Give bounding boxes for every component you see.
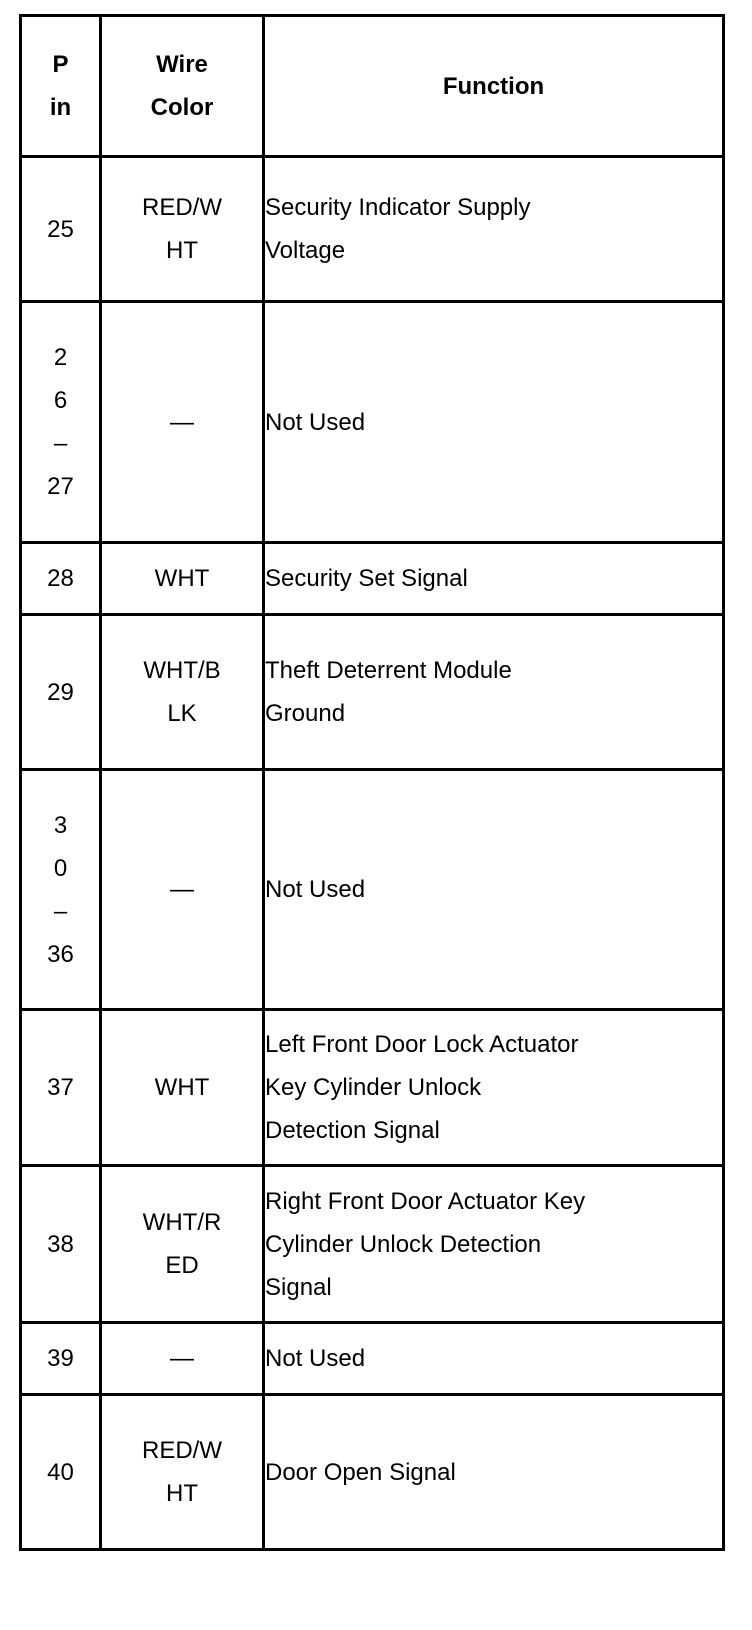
- pin-cell: [21, 770, 101, 1010]
- function-cell-line: Right Front Door Actuator Key: [265, 1187, 586, 1215]
- function-cell-line: Signal: [265, 1273, 332, 1301]
- wire-color-cell-line: WHT/B: [143, 657, 221, 684]
- pin-cell-line: 40: [47, 1458, 74, 1486]
- pin-cell-line: –: [53, 897, 68, 925]
- wire-color-cell-line: HT: [166, 1480, 198, 1507]
- pin-cell-line: 28: [47, 565, 74, 592]
- pin-cell: [21, 615, 101, 770]
- table-body: [21, 157, 724, 1550]
- function-cell-line: Door Open Signal: [265, 1458, 456, 1486]
- pin-cell-line: 38: [47, 1230, 74, 1258]
- function-cell-line: Detection Signal: [265, 1117, 440, 1144]
- wire-color-cell-line: HT: [166, 237, 198, 264]
- wire-color-cell-line: ED: [165, 1252, 199, 1279]
- pin-function-table: [19, 14, 725, 1551]
- pin-cell: [21, 543, 101, 615]
- function-cell: [264, 157, 724, 302]
- pin-cell-line: 29: [47, 678, 74, 706]
- wire-color-cell-line: LK: [167, 700, 197, 727]
- pin-cell-line: 25: [47, 215, 74, 243]
- wire-color-cell-line: WHT: [154, 565, 210, 592]
- wire-color-cell-line: WHT: [154, 1074, 210, 1101]
- table-row: [21, 302, 724, 543]
- table-row: [21, 615, 724, 770]
- wire-color-cell: [101, 302, 264, 543]
- wire-color-cell: [101, 157, 264, 302]
- pin-cell-line: 36: [47, 940, 74, 968]
- pin-cell-line: 0: [53, 854, 68, 882]
- pin-cell-line: 27: [47, 473, 74, 500]
- wire-color-cell-line: —: [170, 1345, 194, 1372]
- function-cell: [264, 1395, 724, 1550]
- table-row: [21, 157, 724, 302]
- function-cell-line: Cylinder Unlock Detection: [265, 1230, 542, 1258]
- pin-cell-line: 6: [53, 387, 68, 414]
- pin-cell: [21, 1010, 101, 1166]
- wire-color-cell: [101, 1323, 264, 1395]
- pin-cell-line: 37: [47, 1074, 74, 1101]
- function-cell: [264, 302, 724, 543]
- wire-color-cell: [101, 543, 264, 615]
- function-cell-line: Not Used: [265, 1345, 366, 1372]
- pin-cell: [21, 1323, 101, 1395]
- header-pin-line2: in: [49, 94, 72, 121]
- function-cell: [264, 1166, 724, 1323]
- function-cell: [264, 615, 724, 770]
- wire-color-cell-line: —: [170, 408, 194, 436]
- table-row: [21, 1323, 724, 1395]
- function-cell: [264, 1323, 724, 1395]
- pin-cell-line: 2: [53, 344, 68, 371]
- function-cell: [264, 770, 724, 1010]
- pin-cell-line: 3: [53, 811, 68, 839]
- function-cell-line: Security Set Signal: [265, 565, 468, 592]
- wire-color-cell: [101, 615, 264, 770]
- table-row: [21, 1395, 724, 1550]
- wire-color-cell-line: RED/W: [142, 1437, 222, 1464]
- header-row: [21, 16, 724, 157]
- function-cell-line: Voltage: [265, 237, 346, 264]
- wire-color-cell: [101, 770, 264, 1010]
- wire-color-cell: [101, 1010, 264, 1166]
- header-wire-color: [101, 16, 264, 157]
- pin-cell: [21, 1395, 101, 1550]
- function-cell: [264, 543, 724, 615]
- wire-color-cell-line: RED/W: [142, 194, 222, 221]
- function-cell-line: Not Used: [265, 876, 366, 903]
- pin-cell-line: 39: [47, 1345, 74, 1372]
- pin-cell: [21, 157, 101, 302]
- function-cell-line: Left Front Door Lock Actuator: [265, 1031, 579, 1058]
- table-row: [21, 770, 724, 1010]
- table-row: [21, 1166, 724, 1323]
- table-row: [21, 543, 724, 615]
- wire-color-cell: [101, 1166, 264, 1323]
- function-cell-line: Key Cylinder Unlock: [265, 1074, 482, 1101]
- function-cell-line: Security Indicator Supply: [265, 194, 531, 221]
- function-cell: [264, 1010, 724, 1166]
- header-wire-line1: Wire: [156, 51, 208, 78]
- header-wire-line2: Color: [150, 94, 214, 121]
- pin-cell: [21, 302, 101, 543]
- pin-cell: [21, 1166, 101, 1323]
- wire-color-cell-line: WHT/R: [142, 1209, 222, 1236]
- wire-color-cell-line: —: [170, 876, 194, 903]
- wire-color-cell: [101, 1395, 264, 1550]
- header-function: Function: [264, 16, 724, 157]
- function-cell-line: Not Used: [265, 408, 366, 436]
- header-pin: [21, 16, 101, 157]
- header-pin-line1: P: [52, 51, 69, 78]
- pin-cell-line: –: [53, 430, 68, 457]
- function-cell-line: Ground: [265, 700, 346, 727]
- table-row: [21, 1010, 724, 1166]
- function-cell-line: Theft Deterrent Module: [265, 657, 512, 684]
